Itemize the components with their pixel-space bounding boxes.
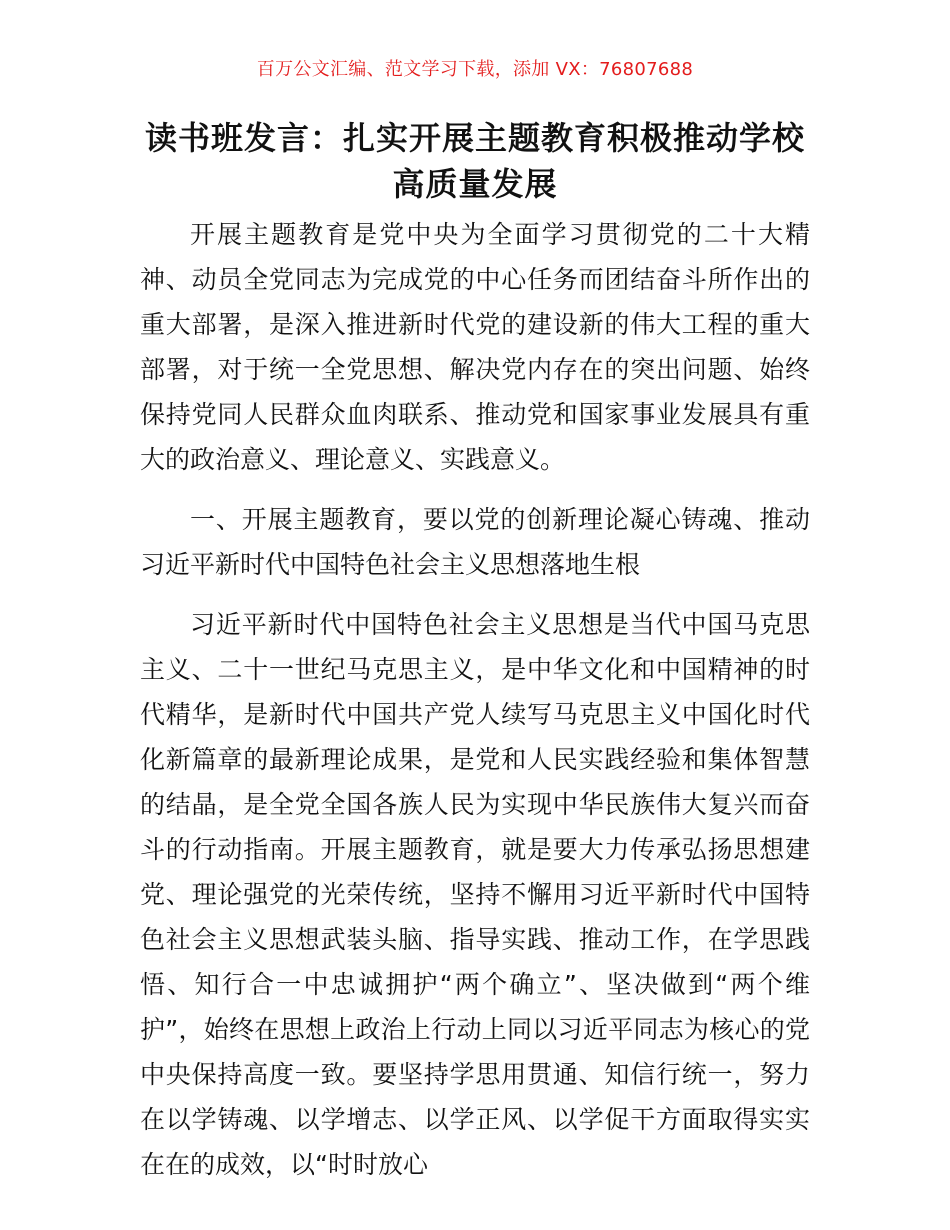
paragraph-intro: 开展主题教育是党中央为全面学习贯彻党的二十大精神、动员全党同志为完成党的中心任务而团结奋斗所作出的重大部署，是深入推进新时代党的建设新的伟大工程的重大部署，对于统一全党思想、解决党内存在的突出问题、始终保持党同人民群众血肉联系、推动党和国家事业发展具有重大的政治意义、理论意义、实践意义。 xyxy=(140,220,810,474)
watermark-header: 百万公文汇编、范文学习下载，添加 VX：76807688 xyxy=(256,59,694,80)
paragraph-section-1: 习近平新时代中国特色社会主义思想是当代中国马克思主义、二十一世纪马克思主义，是中华文化和中国精神的时代精华，是新时代中国共产党人续写马克思主义中国化时代化新篇章的最新理论成果，是党和人民实践经验和集体智慧的结晶，是全党全国各族人民为实现中华民族伟大复兴而奋斗的行动指南。开展主题教育，就是要大力传承弘扬思想建党、理论强党的光荣传统，坚持不懈用习近平新时代中国特色社会主义思想武装头脑、指导实践、推动工作，在学思践悟、知行合一中忠诚拥护“两个确立”、坚决做到“两个维护”，始终在思想上政治上行动上同以习近平同志为核心的党中央保持高度一致。要坚持学思用贯通、知信行统一，努力在以学铸魂、以学增志、以学正风、以学促干方面取得实实在在的成效，以“时时放心 xyxy=(140,610,810,1179)
document-title: 读书班发言：扎实开展主题教育积极推动学校高质量发展 xyxy=(144,119,805,203)
section-heading-1: 一、开展主题教育，要以党的创新理论凝心铸魂、推动习近平新时代中国特色社会主义思想落地生根 xyxy=(140,505,810,579)
document-body xyxy=(140,212,810,1187)
